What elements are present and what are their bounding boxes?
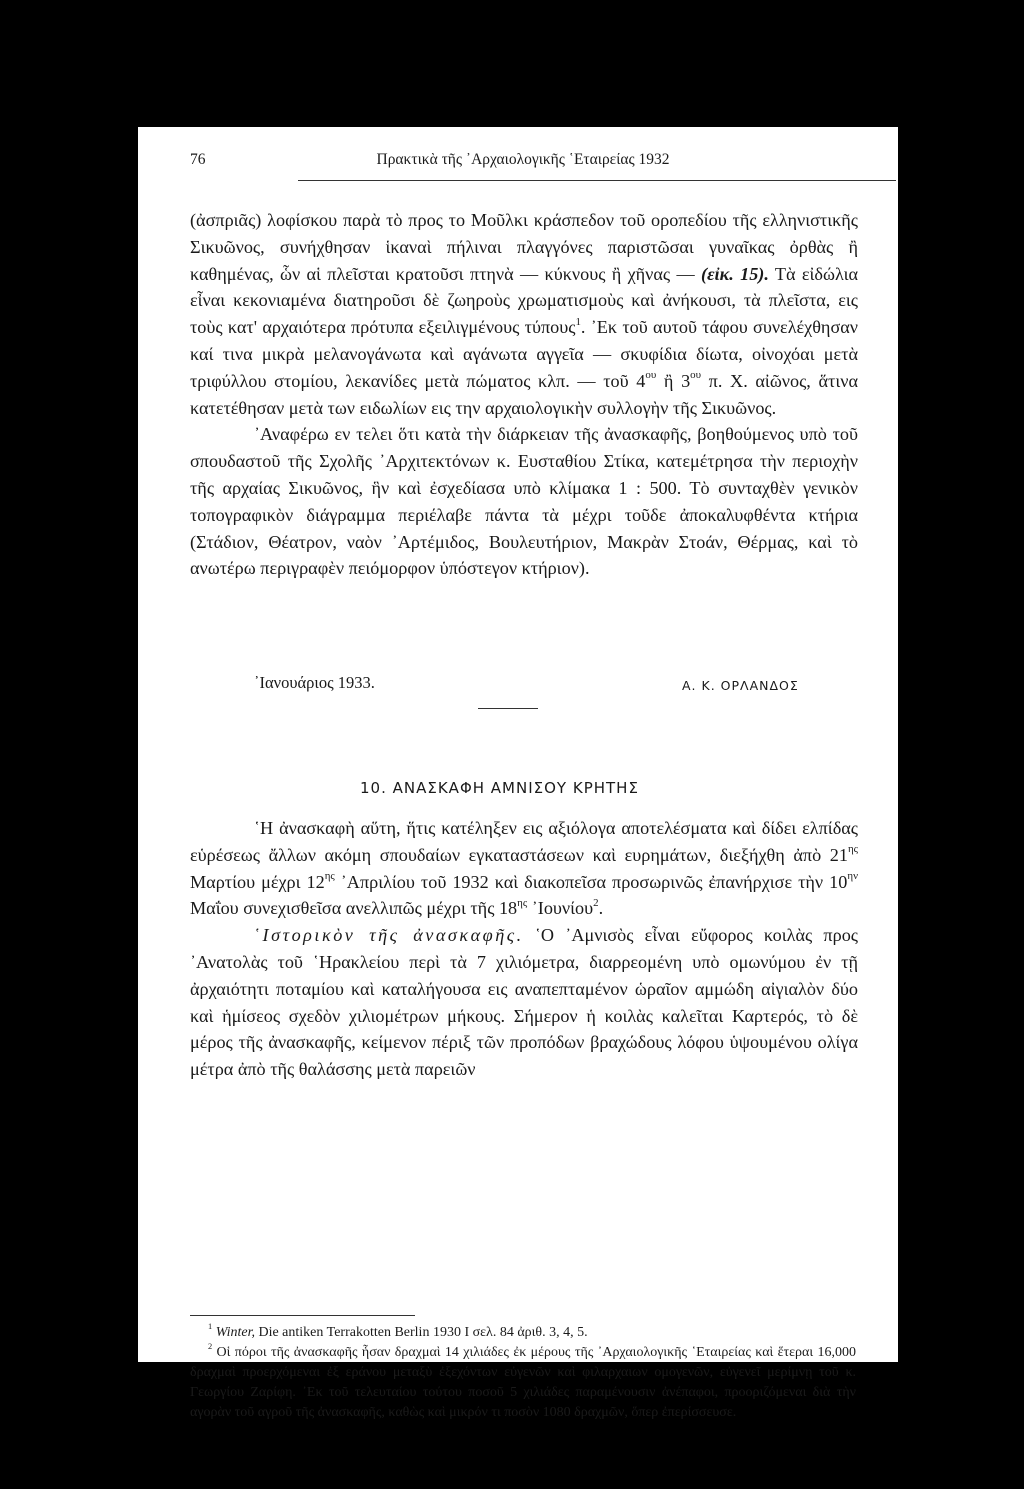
footnote-1: $^1$ Winter, Die antiken Terrakotten Berlin 1930 I σελ. 84 ἀριθ. 3, 4, 5. — [208, 1322, 588, 1340]
footnotes — [190, 1323, 856, 1423]
signature-date: ᾿Ιανουάριος 1933. — [254, 673, 375, 692]
running-head: Πρακτικὰ τῆς ᾿Αρχαιολογικῆς ῾Εταιρείας 1932 — [376, 151, 670, 168]
section1-paragraph-2: ᾿Αναφέρω εν τελει ὅτι κατὰ τὴν διάρκειαν τῆς ἀνασκαφῆς, βοηθούμενος υπὸ τοῦ σπουδαστοῦ τῆς Σχολῆς ᾿Αρχιτεκτόνων κ. Ευσταθίου Στίκα, κατεμέτρησα τὴν περιοχὴν τῆς αρχαίας Σικυῶνος, ἣν καὶ ἐσχεδίασα υπὸ κλίμακα 1 : 500. Τὸ συνταχθὲν γενικὸν τοπογραφικὸν διάγραμμα περιέλαβε πάντα τὰ μέχρι τοῦδε ἀποκαλυφθέντα κτήρια (Στάδιον, Θέατρον, ναὸν ᾿Αρτέμιδος, Βουλευτήριον, Μακρὰν Στοάν, Θέρμας, καὶ τὸ ανωτέρω περιγραφὲν πειόμορφον ὑπόστεγον κτήριον). — [190, 424, 858, 579]
footnote-rule — [190, 1315, 415, 1316]
page-number: 76 — [190, 151, 206, 168]
section-divider-rule — [478, 708, 538, 709]
section2-body — [190, 815, 858, 1083]
section2-paragraph-1: ῾Η ἀνασκαφὴ αὕτη, ἥτις κατέληξεν εις αξιόλογα αποτελέσματα καὶ δίδει ελπίδας εὑρέσεως ἄλλων ακόμη σπουδαίων εγκαταστάσεων καὶ ευρημάτων, διεξήχθη ἀπὸ $21^{\eta\varsigma}$ Μαρτίου μέχρι $12^{\eta\varsigma}$ ᾿Απριλίου τοῦ 1932 καὶ διακοπεῖσα προσωρινῶς ἐπανήρχισε τὴν $10^{\eta\nu}$ Μαΐου συνεχισθεῖσα ανελλιπῶς μέχρι τῆς $18^{\eta\varsigma}$ ᾿Ιουνίου$^2$. — [190, 818, 858, 919]
footnote-2: $^2$ Οἱ πόροι τῆς ἀνασκαφῆς ἦσαν δραχμαὶ 14 χιλιάδες ἐκ μέρους τῆς ᾿Αρχαιολογικῆς ῾Εταιρείας καὶ ἕτεραι 16,000 δραχμαὶ προερχόμεναι ἐξ εράνου μεταξὺ ἐξεχόντων εὐγενῶν καὶ φιλαρχαιων ομογενῶν, εὐγενεῖ μερίμνῃ τοῦ κ. Γεωργίου Ζαρίφη. ᾿Εκ τοῦ τελευταίου τούτου ποσοῦ 5 χιλιάδες παραμένουσιν ἀνέπαφοι, προοριζόμεναι διὰ τὴν αγορὰν τοῦ αγροῦ τῆς ἀνασκαφῆς, καθὼς καὶ μικρόν τι ποσὸν 1080 δραχμῶν, ὅπερ ἐπερίσσευσε. — [190, 1342, 856, 1420]
section2-paragraph-2: ῾Ιστορικὸν τῆς ἀνασκαφῆς. ῾Ο ᾿Αμνισὸς εἶναι εὔφορος κοιλὰς προς ᾿Ανατολὰς τοῦ ῾Ηρακλείου περὶ τὰ 7 χιλιόμετρα, διαρρεομένη υπὸ ομωνύμου ἐν τῇ ἀρχαιότητι ποταμίου καὶ καταλήγουσα εις αναπεπταμένον ὡραῖον αμμώδη αἰγιαλὸν δύο καὶ ἡμίσεος σχεδὸν χιλιομέτρων μήκους. Σήμερον ἡ κοιλὰς καλεῖται Καρτερός, τὸ δὲ μέρος τῆς ἀνασκαφῆς, κείμενον πέριξ τῶν προπόδων βραχώδους λόφου ὑψουμένου ολίγα μέτρα ἀπὸ τῆς θαλάσσης μετὰ παρειῶν — [190, 925, 858, 1080]
footnote-1-author: Winter, — [215, 1325, 255, 1340]
footnote-ref-2: 2 — [593, 896, 599, 909]
section1-paragraph-1: (ἀσπριᾶς) λοφίσκου παρὰ τὸ προς το Μοῦλκι κράσπεδον τοῦ οροπεδίου τῆς ελληνιστικῆς Σικυῶνος, συνήχθησαν ἱκαναὶ πήλιναι πλαγγόνες παριστῶσαι γυναῖκας ὀρθὰς ἢ καθημένας, ὧν αἱ πλεῖσται κρατοῦσι πτηνὰ — κύκνους ἢ χῆνας — (εἰκ. 15). Τὰ εἰδώλια εἶναι κεκονιαμένα διατηροῦσι δὲ ζωηροὺς χρωματισμοὺς καὶ ἀνήκουσι, τὰ πλεῖστα, εις τοὺς κατ' αρχαιότερα πρότυπα εξειλιγμένους τύπους$^1$. ᾿Εκ τοῦ αυτοῦ τάφου συνελέχθησαν καί τινα μικρὰ μελανογάνωτα καὶ αγάνωτα αγγεῖα — σκυφίδια δίωτα, οἰνοχόαι μετὰ τριφύλλου στομίου, λεκανίδες μετὰ πώματος κλπ. — τοῦ $4^{o\upsilon}$ ἢ $3^{o\upsilon}$ π. Χ. αἰῶνος, ἅτινα κατετέθησαν μετὰ των ειδωλίων εις την αρχαιολογικὴν συλλογὴν τῆς Σικυῶνος. — [190, 210, 858, 418]
document-page — [138, 127, 898, 1420]
header-rule — [298, 180, 896, 181]
subsection-heading: ῾Ιστορικὸν τῆς ἀνασκαφῆς. — [254, 925, 524, 946]
signature-author: Α. Κ. ΟΡΛΑΝΔΟΣ — [682, 678, 799, 693]
footnote-ref-1: 1 — [575, 315, 581, 328]
figure-reference: (εἰκ. 15). — [701, 263, 769, 284]
section-title: 10. ΑΝΑΣΚΑΦΗ ΑΜΝΙΣΟΥ ΚΡΗΤΗΣ — [360, 779, 639, 797]
section1-body — [190, 207, 858, 582]
